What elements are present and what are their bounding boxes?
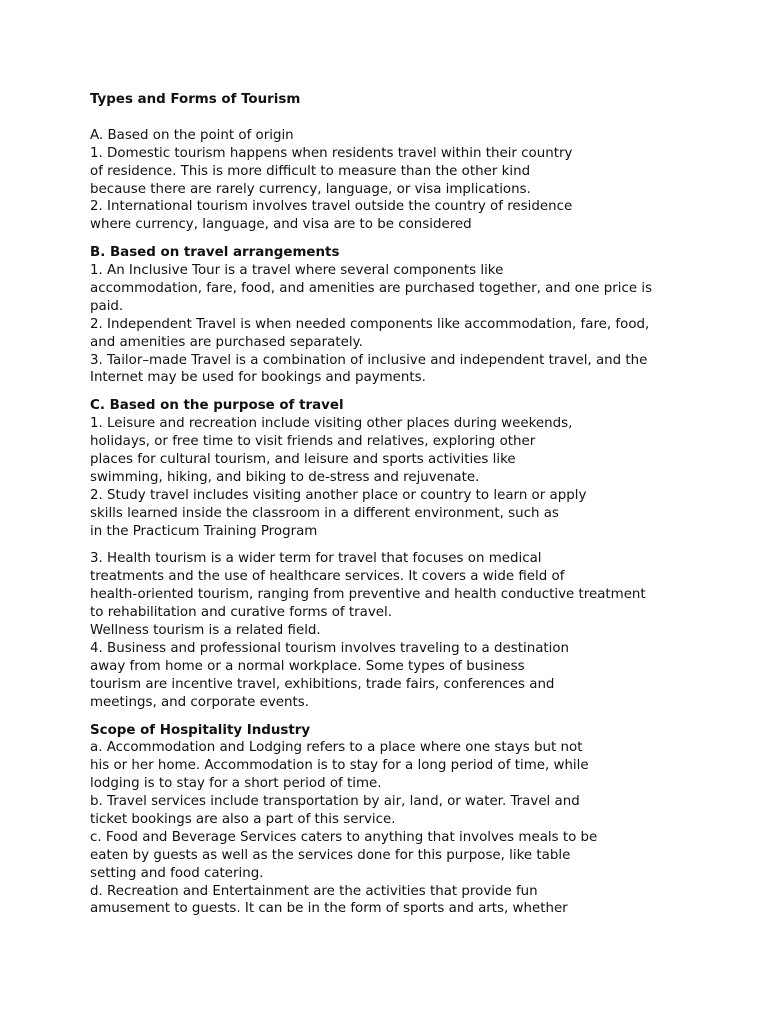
scope-body [90,739,690,918]
scope-line: his or her home. Accommodation is to stay for a long period of time, while [90,758,589,774]
section-b-line: 3. Tailor–made Travel is a combination of inclusive and independent travel, and the [90,352,648,368]
document-page [90,91,690,918]
section-b-heading: B. Based on travel arrangements [90,245,340,261]
scope-line: b. Travel services include transportation by air, land, or water. Travel and [90,794,580,810]
section-a-line: of residence. This is more difficult to measure than the other kind [90,163,531,179]
section-c-body-2 [90,550,690,711]
section-c-line: tourism are incentive travel, exhibitions, trade fairs, conferences and [90,676,555,692]
scope-line: d. Recreation and Entertainment are the activities that provide fun [90,883,538,899]
section-c-line: 1. Leisure and recreation include visiting other places during weekends, [90,416,573,432]
scope-line: setting and food catering. [90,865,264,881]
section-b-line: 2. Independent Travel is when needed components like accommodation, fare, food, [90,316,650,332]
section-c-line: 4. Business and professional tourism involves traveling to a destination [90,640,570,656]
scope-line: eaten by guests as well as the services done for this purpose, like table [90,847,571,863]
section-b-line: 1. An Inclusive Tour is a travel where several components like [90,263,504,279]
scope-line: c. Food and Beverage Services caters to anything that involves meals to be [90,829,598,845]
section-c-line: meetings, and corporate events. [90,694,309,710]
section-b-line: paid. [90,298,124,314]
section-c-line: in the Practicum Training Program [90,523,318,539]
section-b-line: Internet may be used for bookings and payments. [90,370,426,386]
scope-line: a. Accommodation and Lodging refers to a place where one stays but not [90,740,583,756]
scope-line: amusement to guests. It can be in the form of sports and arts, whether [90,901,568,917]
section-c-line: to rehabilitation and curative forms of travel. [90,605,392,621]
scope-line: ticket bookings are also a part of this service. [90,811,396,827]
section-a-heading: A. Based on the point of origin [90,127,294,143]
section-c-line: Wellness tourism is a related field. [90,623,321,639]
section-b-body [90,262,690,387]
section-c-line: skills learned inside the classroom in a different environment, such as [90,505,559,521]
section-c-line: places for cultural tourism, and leisure and sports activities like [90,452,516,468]
scope-line: lodging is to stay for a short period of time. [90,776,382,792]
section-c-line: swimming, hiking, and biking to de-stress and rejuvenate. [90,469,480,485]
section-a-line: where currency, language, and visa are to be considered [90,217,472,233]
section-b-line: accommodation, fare, food, and amenities are purchased together, and one price is [90,281,653,297]
section-b-line: and amenities are purchased separately. [90,334,363,350]
section-c-heading: C. Based on the purpose of travel [90,398,344,414]
section-c-body-1 [90,415,690,540]
section-a-line: 1. Domestic tourism happens when residents travel within their country [90,145,573,161]
section-a-line: because there are rarely currency, language, or visa implications. [90,181,531,197]
section-a-line: 2. International tourism involves travel outside the country of residence [90,199,573,215]
section-c-line: 3. Health tourism is a wider term for travel that focuses on medical [90,551,542,567]
section-c-line: health-oriented tourism, ranging from preventive and health conductive treatment [90,587,646,603]
section-c-line: 2. Study travel includes visiting another place or country to learn or apply [90,487,587,503]
section-c-line: away from home or a normal workplace. Some types of business [90,658,525,674]
section-c-line: holidays, or free time to visit friends and relatives, exploring other [90,434,536,450]
document-title: Types and Forms of Tourism [90,92,301,107]
scope-heading: Scope of Hospitality Industry [90,722,311,738]
section-a-body [90,145,690,234]
section-c-line: treatments and the use of healthcare services. It covers a wide field of [90,569,565,585]
